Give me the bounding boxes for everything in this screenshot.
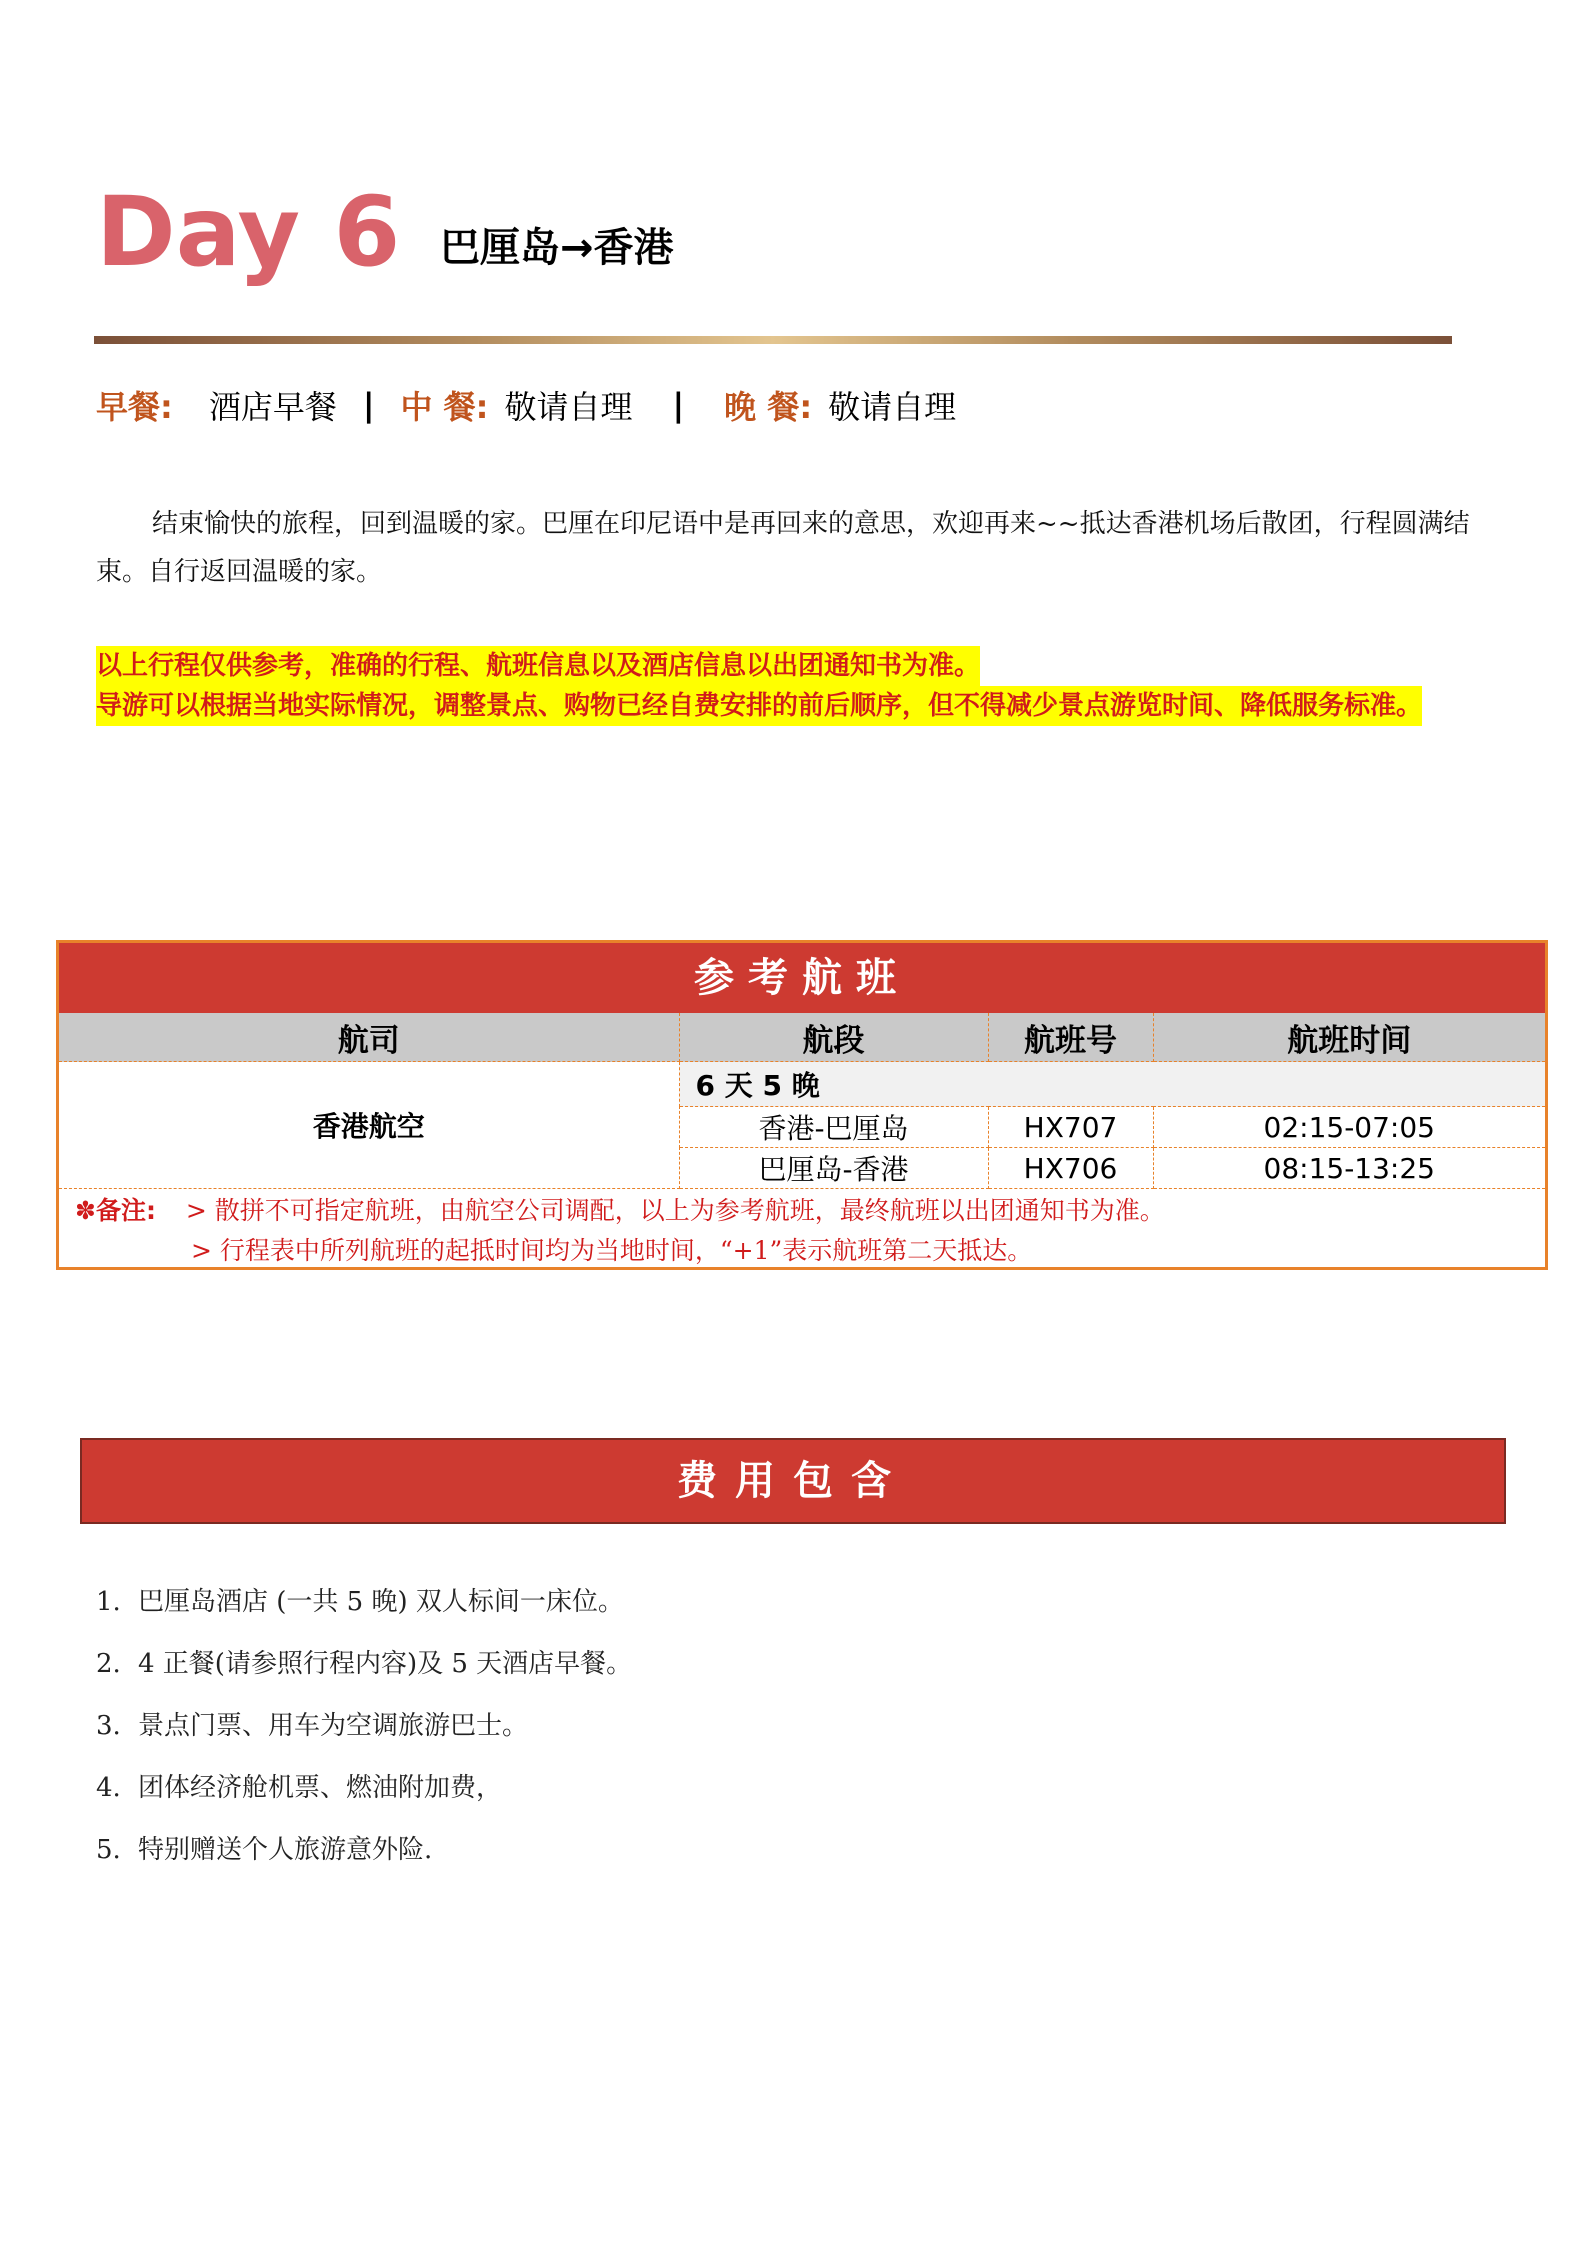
flight-remarks [75,1191,1165,1271]
day-title: Day 6 [96,176,401,288]
header-flight-time: 航班时间 [1153,1013,1545,1062]
flight-section-title: 参考航班 [59,943,1545,1013]
header-flight-no: 航班号 [988,1013,1153,1062]
notice-block [96,646,1422,726]
divider [94,336,1452,344]
flight-time-cell: 08:15-13:25 [1153,1148,1545,1189]
day-description: 结束愉快的旅程，回到温暖的家。巴厘在印尼语中是再回来的意思，欢迎再来~~抵达香港机场后散团，行程圆满结束。自行返回温暖的家。 [96,509,1470,587]
table-row [59,1062,1545,1107]
table-header-row [59,1013,1545,1062]
flight-no-cell: HX706 [988,1148,1153,1189]
list-item-text: 巴厘岛酒店 (一共 5 晚) 双人标间一床位。 [138,1587,624,1617]
list-item-number: 4. [96,1773,121,1803]
meal-separator: | [362,386,375,424]
remark-text: > 散拼不可指定航班，由航空公司调配，以上为参考航班，最终航班以出团通知书为准。 [185,1196,1165,1225]
list-item-text: 景点门票、用车为空调旅游巴士。 [138,1711,529,1741]
remark-label: ✽备注: [75,1196,156,1225]
dinner-label: 晚 餐: [724,388,813,426]
list-item-text: 团体经济舱机票、燃油附加费， [138,1773,503,1803]
lunch-label: 中 餐: [400,388,489,426]
trip-duration: 6 天 5 晚 [679,1062,1545,1107]
list-item [96,1582,632,1644]
flight-no-cell: HX707 [988,1107,1153,1148]
cost-list [96,1582,632,1892]
list-item [96,1830,632,1892]
route-title: 巴厘岛→香港 [440,225,674,271]
notice-line: 以上行程仅供参考，准确的行程、航班信息以及酒店信息以出团通知书为准。 [96,646,980,686]
remark-line [75,1191,1165,1231]
list-item [96,1706,632,1768]
list-item [96,1768,632,1830]
list-item-text: 特别赠送个人旅游意外险. [138,1835,433,1865]
flight-table [59,1013,1545,1189]
meal-separator: | [672,386,685,424]
notice-line: 导游可以根据当地实际情况，调整景点、购物已经自费安排的前后顺序，但不得减少景点游览时间、降低服务标准。 [96,686,1422,726]
list-item-number: 1. [96,1587,121,1617]
list-item-number: 3. [96,1711,121,1741]
lunch-value: 敬请自理 [504,388,633,426]
list-item-number: 2. [96,1649,121,1679]
dinner-value: 敬请自理 [828,388,957,426]
remark-line: > 行程表中所列航班的起抵时间均为当地时间，“+1”表示航班第二天抵达。 [191,1236,1033,1265]
segment-cell: 巴厘岛-香港 [679,1148,988,1189]
breakfast-label: 早餐: [96,388,173,426]
header-segment: 航段 [679,1013,988,1062]
cost-section-title: 费用包含 [80,1438,1506,1524]
flight-box [56,940,1548,1270]
airline-cell: 香港航空 [59,1062,679,1189]
meals-bar [96,380,956,430]
list-item-text: 4 正餐(请参照行程内容)及 5 天酒店早餐。 [138,1649,633,1679]
segment-cell: 香港-巴厘岛 [679,1107,988,1148]
breakfast-value: 酒店早餐 [208,388,337,426]
list-item-number: 5. [96,1835,121,1865]
header-airline: 航司 [59,1013,679,1062]
list-item [96,1644,632,1706]
flight-time-cell: 02:15-07:05 [1153,1107,1545,1148]
